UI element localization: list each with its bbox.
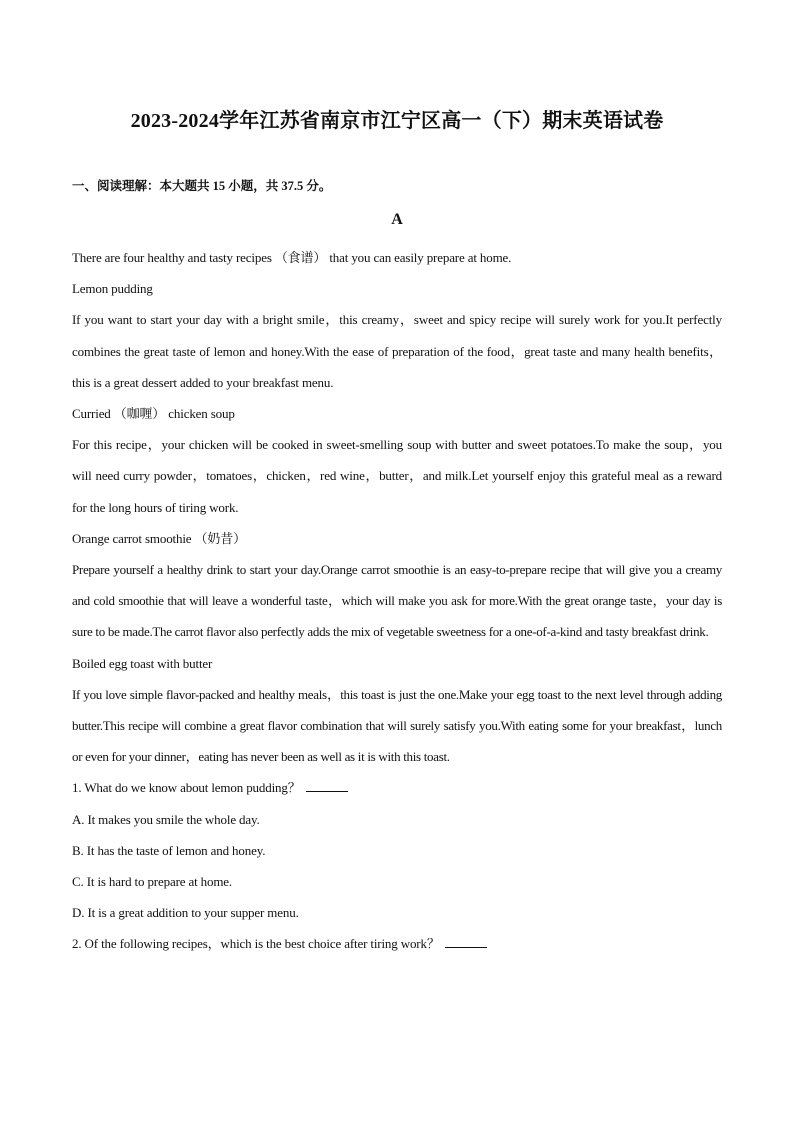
section-heading: 一、阅读理解：本大题共 15 小题，共 37.5 分。 <box>72 179 332 193</box>
question-1-option-a[interactable]: A. It makes you smile the whole day. <box>72 811 260 827</box>
recipe-text-curried-chicken-soup: For this recipe，your chicken will be cooked in sweet-smelling soup with butter and sweet potatoes.To make the soup，you will need curry powder，tomatoes，chicken，red wine，butter，and milk.Let yourself enjoy this grateful meal as a reward for the long hours of tiring work. <box>72 437 722 515</box>
question-1-option-b[interactable]: B. It has the taste of lemon and honey. <box>72 842 266 858</box>
recipe-text-boiled-egg-toast: If you love simple flavor-packed and healthy meals，this toast is just the one.Make your egg toast to the next level through adding butter.This recipe will combine a great flavor combination that will surely satisfy you.With eating some for your breakfast，lunch or even for your dinner，eating has never been as well as it is with this toast. <box>72 686 722 765</box>
answer-blank[interactable] <box>306 779 348 792</box>
page-title: 2023-2024学年江苏省南京市江宁区高一（下）期末英语试卷 <box>130 110 664 132</box>
passage-intro: There are four healthy and tasty recipes （食谱） that you can easily prepare at home. <box>72 250 512 265</box>
recipe-name-lemon-pudding: Lemon pudding <box>72 281 153 297</box>
question-2-stem: 2. Of the following recipes，which is the best choice after tiring work？ <box>72 928 722 959</box>
question-1-option-d[interactable]: D. It is a great addition to your supper menu. <box>72 905 299 921</box>
question-1-option-c[interactable]: C. It is hard to prepare at home. <box>72 874 233 890</box>
question-1-stem: 1. What do we know about lemon pudding？ <box>72 772 722 803</box>
recipe-name-curried-chicken-soup: Curried （咖喱） chicken soup <box>72 406 235 422</box>
passage-letter: A <box>391 211 403 228</box>
passage-body <box>72 242 722 960</box>
recipe-name-orange-carrot-smoothie: Orange carrot smoothie （奶昔） <box>72 530 246 546</box>
answer-blank[interactable] <box>445 935 487 948</box>
recipe-text-orange-carrot-smoothie: Prepare yourself a healthy drink to start your day.Orange carrot smoothie is an easy-to-prepare recipe that will give you a creamy and cold smoothie that will leave a wonderful taste，which will make you ask for more.With the great orange taste，your day is sure to be made.The carrot flavor also perfectly adds the mix of vegetable sweetness for a one-of-a-kind and tasty breakfast drink. <box>72 562 722 640</box>
recipe-text-lemon-pudding: If you want to start your day with a bright smile，this creamy，sweet and spicy recipe will surely work for you.It perfectly combines the great taste of lemon and honey.With the ease of preparation of the food，great taste and many health benefits，this is a great dessert added to your breakfast menu. <box>72 312 722 390</box>
recipe-name-boiled-egg-toast: Boiled egg toast with butter <box>72 655 213 671</box>
